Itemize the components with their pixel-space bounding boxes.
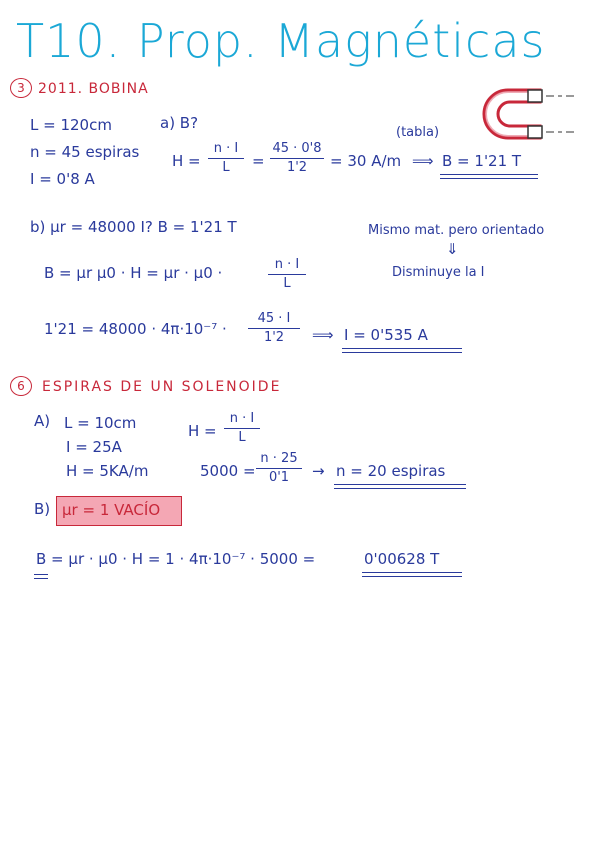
note-decrease: Disminuye la I	[392, 265, 485, 280]
h-formula-6-numerator: n · I	[229, 411, 255, 426]
table-note: (tabla)	[396, 125, 440, 140]
h-formula-6-lhs: H =	[188, 422, 217, 440]
h-fraction-numerator: n · I	[213, 141, 239, 156]
substitution-6-fraction	[256, 452, 302, 486]
section-3-number: 3	[10, 78, 32, 98]
h-formula-6-denominator: L	[238, 430, 246, 446]
part-b-statement: b) μr = 48000 I? B = 1'21 T	[30, 218, 237, 236]
b-field-result: 0'00628 T	[364, 550, 440, 568]
part-b-label-6: B)	[34, 500, 51, 518]
b-result-underline-2	[440, 178, 538, 179]
h-value-numerator: 45 · 0'8	[272, 141, 322, 156]
i-result: I = 0'535 A	[344, 326, 428, 344]
data-length-6: L = 10cm	[64, 414, 137, 432]
b-result: B = 1'21 T	[442, 152, 522, 170]
page-title: T10. Prop. Magnéticas	[16, 14, 546, 68]
b-field-result-underline	[362, 572, 462, 573]
b-field-result-underline-2	[362, 576, 462, 577]
n-result-underline-2	[334, 488, 466, 489]
h-value-fraction	[270, 142, 324, 176]
note-same-material: Mismo mat. pero orientado	[368, 223, 545, 238]
substitution-6-numerator: n · 25	[260, 451, 298, 466]
section-6-number: 6	[10, 376, 32, 396]
part-a-label-6: A)	[34, 412, 51, 430]
b-result-underline	[440, 174, 538, 175]
h-fraction	[208, 142, 244, 176]
note-arrow: ⇓	[446, 240, 459, 258]
b-formula-numerator: n · I	[274, 257, 300, 272]
substitution-6-denominator: 0'1	[268, 470, 290, 486]
b-substitution-denominator: 1'2	[263, 330, 285, 346]
n-result-underline	[334, 484, 466, 485]
b-substitution-fraction	[248, 312, 300, 346]
arrow-6: →	[312, 462, 325, 480]
data-turns: n = 45 espiras	[30, 143, 140, 161]
b-field-equation: B = μr · μ0 · H = 1 · 4π·10⁻⁷ · 5000 =	[36, 550, 316, 568]
b-formula-fraction	[268, 258, 306, 292]
h-formula-lhs: H =	[172, 152, 201, 170]
b-formula-denominator: L	[283, 276, 291, 292]
implies-arrow: ⟹	[412, 152, 434, 170]
b-substitution-numerator: 45 · I	[257, 311, 291, 326]
substitution-6-lhs: 5000 =	[200, 462, 256, 480]
vacuum-label: μr = 1 VACÍO	[62, 501, 161, 519]
data-field-6: H = 5KA/m	[66, 462, 149, 480]
h-value-denominator: 1'2	[286, 160, 308, 176]
equals-sign: =	[252, 152, 265, 170]
magnet-icon	[478, 84, 594, 142]
implies-arrow-2: ⟹	[312, 326, 334, 344]
h-formula-6-fraction	[224, 412, 260, 446]
b-field-mark	[34, 574, 48, 575]
b-formula-line: B = μr μ0 · H = μr · μ0 ·	[44, 264, 223, 282]
b-substitution-line: 1'21 = 48000 · 4π·10⁻⁷ ·	[44, 320, 227, 338]
data-current: I = 0'8 A	[30, 170, 95, 188]
data-length: L = 120cm	[30, 116, 112, 134]
section-3-heading: 2011. BOBINA	[38, 81, 149, 97]
part-a-label: a) B?	[160, 114, 199, 132]
b-field-mark-2	[34, 578, 48, 579]
h-result: = 30 A/m	[330, 152, 402, 170]
h-fraction-denominator: L	[222, 160, 230, 176]
data-current-6: I = 25A	[66, 438, 122, 456]
i-result-underline	[342, 348, 462, 349]
i-result-underline-2	[342, 352, 462, 353]
n-result: n = 20 espiras	[336, 462, 446, 480]
section-6-heading: ESPIRAS DE UN SOLENOIDE	[42, 379, 282, 395]
